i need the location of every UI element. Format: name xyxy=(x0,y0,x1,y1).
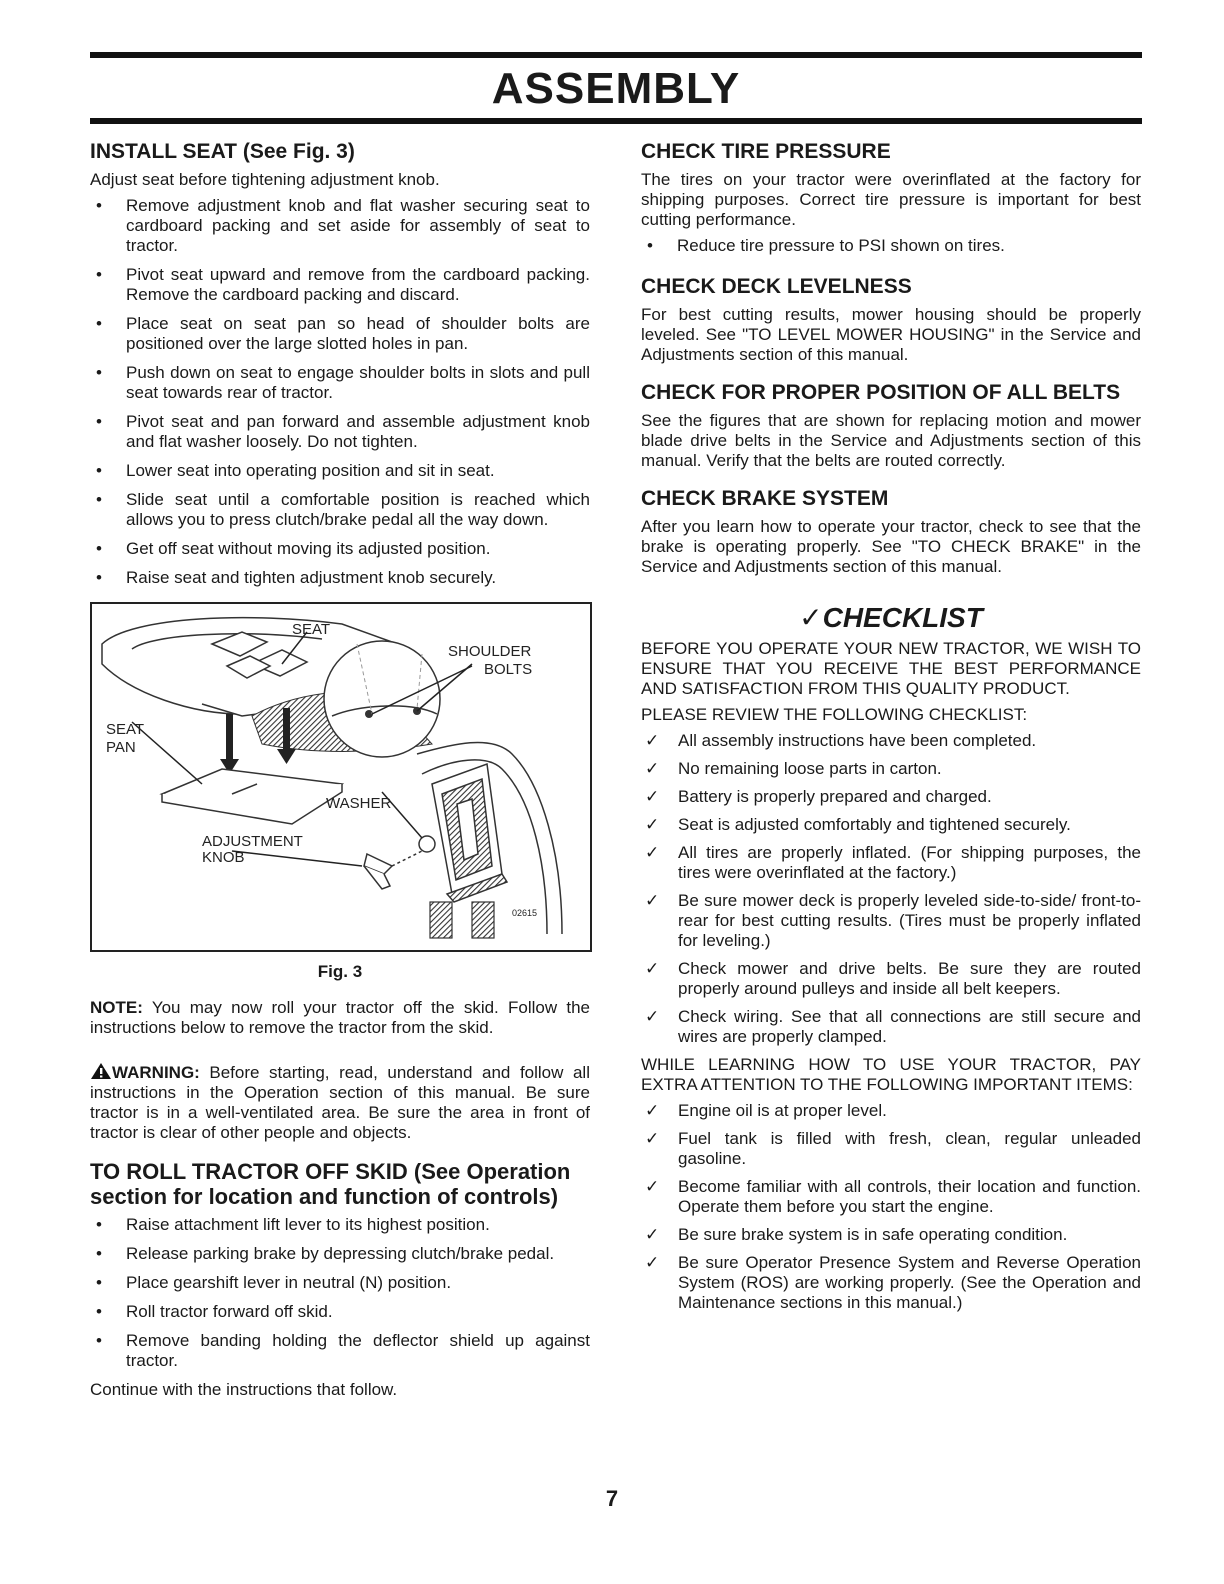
checklist-title xyxy=(641,601,1141,635)
checkmark-icon: ✓ xyxy=(645,891,660,910)
list-item-text: All tires are properly inflated. (For shipping purposes, the tires were overinflated at the factory.) xyxy=(678,843,1141,882)
top-rule xyxy=(90,52,1142,58)
note-label: NOTE: xyxy=(90,998,143,1017)
checkmark-icon: ✓ xyxy=(645,815,660,834)
spring-icons xyxy=(430,902,494,938)
list-item-text: All assembly instructions have been completed. xyxy=(678,731,1037,750)
brake-heading: CHECK BRAKE SYSTEM xyxy=(641,487,889,510)
list-item xyxy=(641,843,1141,883)
list-item: • Raise attachment lift lever to its highest position. xyxy=(90,1215,590,1235)
warning-icon xyxy=(90,1062,112,1080)
list-item: • Place seat on seat pan so head of shoulder bolts are positioned over the large slotted holes in pan. xyxy=(90,314,590,354)
list-item: • Lower seat into operating position and sit in seat. xyxy=(90,461,590,481)
checkmark-icon: ✓ xyxy=(645,959,660,978)
adjustment-label: ADJUSTMENT xyxy=(202,833,303,850)
bolts-label: BOLTS xyxy=(484,661,533,678)
right-column xyxy=(641,140,1141,1321)
list-item-text: Be sure Operator Presence System and Reverse Operation System (ROS) are working properly. (See the Operation and Maintenance sections in this manual.) xyxy=(678,1253,1141,1312)
checklist-items xyxy=(641,731,1141,1047)
list-item: • Get off seat without moving its adjusted position. xyxy=(90,539,590,559)
list-item xyxy=(641,759,1141,779)
list-item-text: Fuel tank is filled with fresh, clean, regular unleaded gasoline. xyxy=(678,1129,1141,1168)
figure-caption: Fig. 3 xyxy=(317,962,363,981)
brake-text: After you learn how to operate your tractor, check to see that the brake is operating properly. See "TO CHECK BRAKE" in the Service and Adjustments section of this manual. xyxy=(641,517,1141,576)
list-item: • Pivot seat and pan forward and assemble adjustment knob and flat washer loosely. Do not tighten. xyxy=(90,412,590,452)
deck-levelness-text: For best cutting results, mower housing should be properly leveled. See "TO LEVEL MOWER HOUSING" in the Service and Adjustments section of this manual. xyxy=(641,305,1141,364)
list-item: • Raise seat and tighten adjustment knob securely. xyxy=(90,568,590,588)
list-item: • Roll tractor forward off skid. xyxy=(90,1302,590,1322)
list-item-text: No remaining loose parts in carton. xyxy=(678,759,942,778)
list-item xyxy=(641,731,1141,751)
belts-text: See the figures that are shown for replacing motion and mower blade drive belts in the Service and Adjustments section of this manual. Verify that the belts are routed correctly. xyxy=(641,411,1141,470)
page-title: ASSEMBLY xyxy=(491,64,741,113)
checkmark-icon: ✓ xyxy=(645,1101,660,1120)
knob-label: KNOB xyxy=(202,849,245,866)
note-paragraph xyxy=(90,998,590,1038)
checkmark-icon: ✓ xyxy=(645,1129,660,1148)
checklist-review: PLEASE REVIEW THE FOLLOWING CHECKLIST: xyxy=(641,705,1028,724)
list-item-text: Battery is properly prepared and charged. xyxy=(678,787,992,806)
washer-label: WASHER xyxy=(326,795,392,812)
roll-tractor-closing: Continue with the instructions that follow. xyxy=(90,1380,398,1399)
seat-pan-label-2: PAN xyxy=(106,739,136,756)
list-item-text: Check wiring. See that all connections are still secure and wires are properly clamped. xyxy=(678,1007,1141,1046)
roll-tractor-heading: TO ROLL TRACTOR OFF SKID (See Operation section for location and function of controls) xyxy=(90,1159,571,1209)
checklist-title-text: CHECKLIST xyxy=(822,602,983,633)
tire-pressure-heading: CHECK TIRE PRESSURE xyxy=(641,140,891,163)
list-item: • Pivot seat upward and remove from the cardboard packing. Remove the cardboard packing and discard. xyxy=(90,265,590,305)
list-item: • Remove adjustment knob and flat washer securing seat to cardboard packing and set aside for assembly of seat to tractor. xyxy=(90,196,590,256)
list-item xyxy=(641,1177,1141,1217)
seat-label: SEAT xyxy=(292,621,331,638)
figure-3 xyxy=(90,602,592,952)
list-item xyxy=(641,1225,1141,1245)
left-column xyxy=(90,140,590,1406)
knob-drawing xyxy=(364,836,435,889)
list-item xyxy=(641,815,1141,835)
list-item xyxy=(641,1253,1141,1313)
checkmark-icon: ✓ xyxy=(645,1253,660,1272)
checkmark-icon: ✓ xyxy=(799,602,823,633)
list-item: • Slide seat until a comfortable position is reached which allows you to press clutch/brake pedal all the way down. xyxy=(90,490,590,530)
list-item xyxy=(641,891,1141,951)
list-item: • Remove banding holding the deflector shield up against tractor. xyxy=(90,1331,590,1371)
tire-pressure-text: The tires on your tractor were overinflated at the factory for shipping purposes. Correct tire pressure is important for best cutting performance. xyxy=(641,170,1141,229)
list-item xyxy=(641,1007,1141,1047)
seat-pan-drawing xyxy=(162,769,342,824)
warning-text: Before starting, read, understand and follow all instructions in the Operation section of this manual. Be sure tractor is in a well-ventilated area. Be sure the area in front of tractor is clear of other people and objects. xyxy=(90,1063,590,1142)
magnifier-circle xyxy=(324,641,440,757)
list-item-text: Be sure mower deck is properly leveled side-to-side/ front-to-rear for best cutting results. (Tires must be properly inflated for leveling.) xyxy=(678,891,1141,950)
list-item xyxy=(641,959,1141,999)
belts-heading: CHECK FOR PROPER POSITION OF ALL BELTS xyxy=(641,381,1121,404)
seat-assembly-diagram xyxy=(92,604,590,950)
checkmark-icon: ✓ xyxy=(645,1225,660,1244)
list-item-text: Be sure brake system is in safe operating condition. xyxy=(678,1225,1068,1244)
important-items xyxy=(641,1101,1141,1313)
checkmark-icon: ✓ xyxy=(645,1007,660,1026)
checkmark-icon: ✓ xyxy=(645,731,660,750)
checkmark-icon: ✓ xyxy=(645,843,660,862)
roll-tractor-steps xyxy=(90,1215,590,1371)
install-seat-heading: INSTALL SEAT (See Fig. 3) xyxy=(90,140,355,163)
bottom-rule xyxy=(90,118,1142,124)
list-item-text: Check mower and drive belts. Be sure they are routed properly around pulleys and inside all belt keepers. xyxy=(678,959,1141,998)
list-item: • Release parking brake by depressing clutch/brake pedal. xyxy=(90,1244,590,1264)
figure-code: 02615 xyxy=(512,908,538,918)
checkmark-icon: ✓ xyxy=(645,1177,660,1196)
page-number: 7 xyxy=(605,1486,619,1511)
warning-paragraph xyxy=(90,1062,590,1143)
checklist-intro: BEFORE YOU OPERATE YOUR NEW TRACTOR, WE WISH TO ENSURE THAT YOU RECEIVE THE BEST PERFORMANCE AND SATISFACTION FROM THIS QUALITY PRODUCT. xyxy=(641,639,1141,698)
note-text: You may now roll your tractor off the skid. Follow the instructions below to remove the tractor from the skid. xyxy=(90,998,590,1037)
deck-levelness-heading: CHECK DECK LEVELNESS xyxy=(641,275,912,298)
install-seat-steps xyxy=(90,196,590,588)
checkmark-icon: ✓ xyxy=(645,759,660,778)
list-item-text: Become familiar with all controls, their location and function. Operate them before you start the engine. xyxy=(678,1177,1141,1216)
list-item: • Push down on seat to engage shoulder bolts in slots and pull seat towards rear of tractor. xyxy=(90,363,590,403)
list-item: • Reduce tire pressure to PSI shown on tires. xyxy=(641,236,1141,256)
list-item-text: Engine oil is at proper level. xyxy=(678,1101,887,1120)
list-item xyxy=(641,1129,1141,1169)
checkmark-icon: ✓ xyxy=(645,787,660,806)
list-item xyxy=(641,1101,1141,1121)
shoulder-label: SHOULDER xyxy=(448,643,532,660)
list-item: • Place gearshift lever in neutral (N) position. xyxy=(90,1273,590,1293)
seat-pan-label-1: SEAT xyxy=(106,721,145,738)
list-item-text: Seat is adjusted comfortably and tightened securely. xyxy=(678,815,1071,834)
install-seat-intro: Adjust seat before tightening adjustment knob. xyxy=(90,170,440,189)
tire-pressure-steps xyxy=(641,236,1141,256)
warning-label: WARNING: xyxy=(112,1063,200,1082)
list-item xyxy=(641,787,1141,807)
checklist-learning: WHILE LEARNING HOW TO USE YOUR TRACTOR, PAY EXTRA ATTENTION TO THE FOLLOWING IMPORTANT ITEMS: xyxy=(641,1055,1141,1094)
